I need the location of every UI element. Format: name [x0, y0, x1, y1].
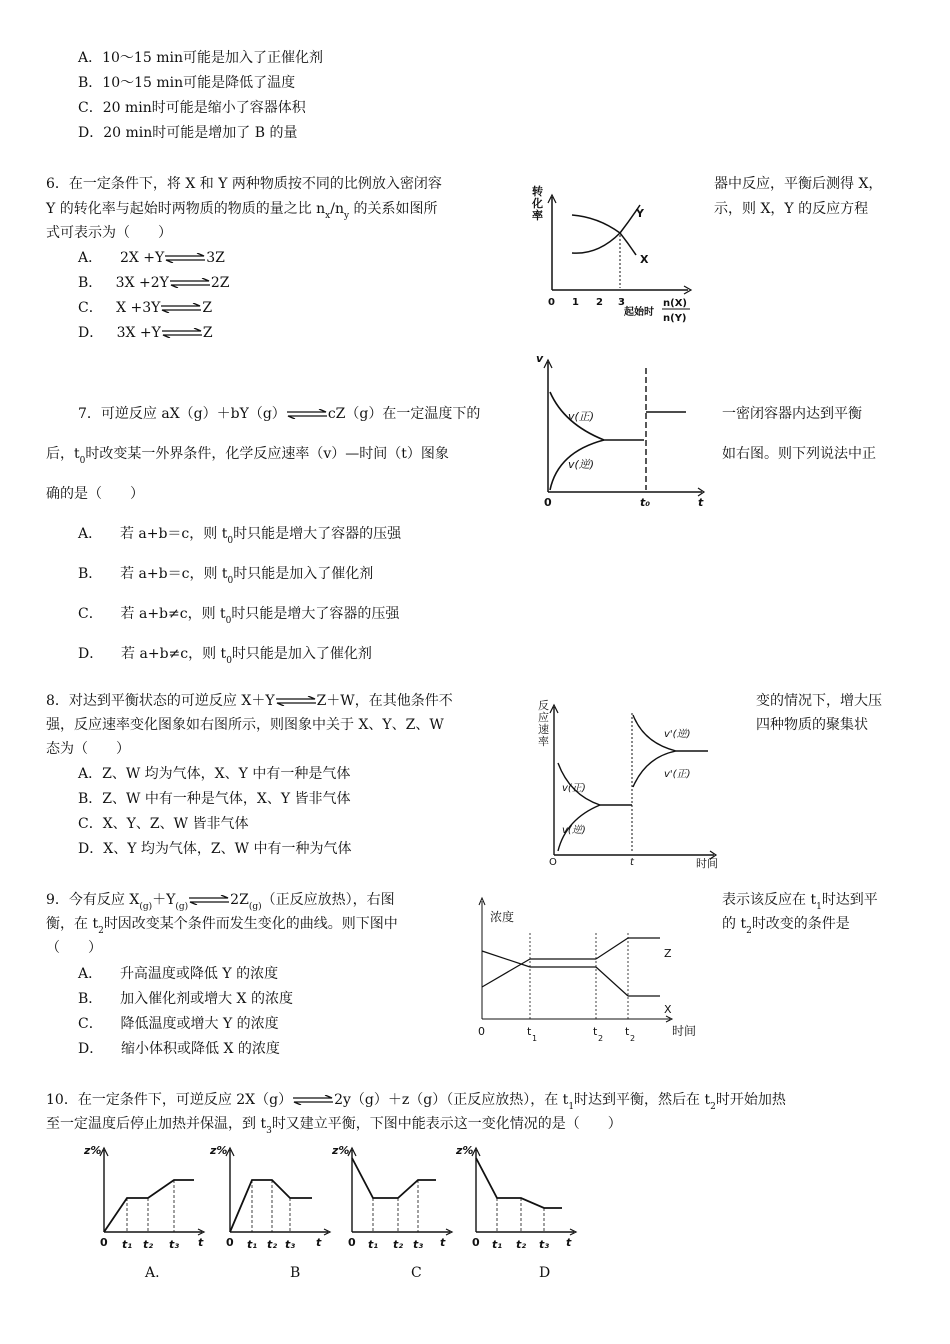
q9-t3-label: t: [625, 1025, 630, 1038]
q5-option-b: B．10～15 min可能是降低了温度: [78, 75, 296, 91]
q6-tick-3: 3: [618, 297, 625, 308]
q10-stem-line2: 至一定温度后停止加热并保温，到 $t_3$时又建立平衡，下图中能表示这一变化情况的是（ ）: [46, 1116, 622, 1136]
q6-tick-2: 2: [596, 297, 603, 308]
q10c-ylabel: z%: [332, 1144, 350, 1157]
q7-option-a: A． 若 a+b＝c，则 $t_0$时只能是增大了容器的压强: [78, 526, 402, 546]
q10-graph-b: [208, 1140, 338, 1255]
q6-ylabel-2: 化: [532, 197, 543, 210]
q6-xlabel-num: n(X): [663, 298, 687, 309]
q10d-origin: 0: [472, 1236, 480, 1249]
q10d-t3: t₃: [539, 1238, 550, 1251]
q8-rate-time-graph: [536, 695, 736, 870]
q8-ylabel-4: 率: [538, 735, 549, 748]
q6-xlabel-pre: 起始时: [624, 307, 654, 318]
q6-stem-line1-right: 器中反应，平衡后测得 X，: [714, 176, 883, 192]
q9-stem-line2-right: 的 $t_2$时改变的条件是: [722, 916, 850, 936]
q9-curve-z-label: Z: [664, 947, 672, 960]
q9-option-c: C． 降低温度或增大 Y 的浓度: [78, 1016, 279, 1032]
q8-stem-line1: 8．对达到平衡状态的可逆反应 X＋Y Z＋W，在其他条件不: [46, 693, 453, 709]
q10c-t1: t₁: [368, 1238, 379, 1251]
q7-stem-line2-right: 如右图。则下列说法中正: [722, 446, 876, 462]
q9-concentration-graph: [474, 895, 714, 1050]
q8-stem-line1-right: 变的情况下，增大压: [756, 693, 882, 709]
q8-ylabel-2: 应: [538, 711, 549, 724]
q9-stem-line2: 衡，在 $t_2$时因改变某个条件而发生变化的曲线。则下图中: [46, 916, 398, 936]
q10b-origin: 0: [226, 1236, 234, 1249]
q7-xlabel: t: [698, 496, 704, 509]
q9-option-a: A． 升高温度或降低 Y 的浓度: [78, 966, 279, 982]
q7-origin: 0: [544, 496, 552, 509]
equilibrium-arrow-icon: [275, 696, 317, 706]
equilibrium-arrow-icon: [286, 409, 328, 419]
q8-ylabel-1: 反: [538, 699, 549, 712]
q10-graph-c: [330, 1140, 460, 1255]
q6-option-d: D． 3X +Y Z: [78, 325, 213, 341]
q10a-ylabel: z%: [84, 1144, 102, 1157]
q6-ylabel-1: 转: [532, 185, 543, 198]
q10-stem-line1: 10．在一定条件下，可逆反应 2X（g） 2y（g）＋z（g）（正反应放热），在 $t_1$时达到平衡，然后在 $t_2$时开始加热: [46, 1092, 786, 1112]
q8-ylabel-3: 速: [538, 723, 549, 736]
q10b-ylabel: z%: [210, 1144, 228, 1157]
q10d-xlabel: t: [566, 1236, 572, 1249]
q6-option-a: A． 2X +Y 3Z: [78, 250, 225, 266]
q6-stem-line1: 6．在一定条件下，将 X 和 Y 两种物质按不同的比例放入密闭容: [46, 176, 442, 192]
q10-graph-d: [454, 1140, 584, 1255]
q9-t3-sub: 2: [630, 1034, 636, 1043]
q6-xlabel-den: n(Y): [663, 313, 687, 324]
q6-stem-line2-right: 示，则 X，Y 的反应方程: [714, 201, 869, 217]
q5-option-d: D．20 min时可能是增加了 B 的量: [78, 125, 298, 141]
q8-stem-line2: 强，反应速率变化图象如右图所示，则图象中关于 X、Y、Z、W: [46, 717, 444, 733]
q9-stem-line3: （ ）: [46, 940, 102, 956]
q7-stem-line3: 确的是（ ）: [46, 486, 144, 502]
q8-forward-rate-label: v(正): [562, 783, 586, 794]
q10a-t1: t₁: [122, 1238, 133, 1251]
q10-caption-b: B: [290, 1265, 301, 1281]
q8-t-label: t: [630, 857, 634, 868]
equilibrium-arrow-icon: [160, 303, 202, 313]
q7-stem-line1: 7．可逆反应 aX（g）＋bY（g） cZ（g）在一定温度下的: [78, 406, 481, 422]
q10b-t2: t₂: [267, 1238, 278, 1251]
q7-stem-line2: 后，$t_0$时改变某一外界条件，化学反应速率（v）—时间（t）图象: [46, 446, 449, 466]
q10d-t2: t₂: [516, 1238, 527, 1251]
q9-option-b: B． 加入催化剂或增大 X 的浓度: [78, 991, 293, 1007]
q6-conversion-graph: [528, 175, 708, 325]
q9-curve-x-label: X: [664, 1003, 672, 1016]
q10a-t3: t₃: [169, 1238, 180, 1251]
q7-t0-label: t₀: [640, 496, 651, 509]
q6-curve-x-label: X: [640, 253, 649, 266]
q10a-origin: 0: [100, 1236, 108, 1249]
q7-reverse-rate-label: v(逆): [568, 458, 595, 471]
q9-stem-line1: 9．今有反应 $X_{(g)}+Y_{(g)}$ $2Z_{(g)}$（正反应放热），右图: [46, 892, 395, 912]
q10c-origin: 0: [348, 1236, 356, 1249]
q6-stem-line2: Y 的转化率与起始时两物质的物质的量之比 $n_x/n_y$ 的关系如图所: [46, 201, 438, 221]
q9-stem-line1-right: 表示该反应在 $t_1$时达到平: [722, 892, 878, 912]
q10b-t1: t₁: [247, 1238, 258, 1251]
equilibrium-arrow-icon: [161, 328, 203, 338]
q10c-t3: t₃: [413, 1238, 424, 1251]
q10d-ylabel: z%: [456, 1144, 474, 1157]
q6-ylabel-3: 率: [532, 209, 543, 222]
q8-option-c: C．X、Y、Z、W 皆非气体: [78, 816, 249, 832]
q8-option-b: B．Z、W 中有一种是气体，X、Y 皆非气体: [78, 791, 351, 807]
q7-forward-rate-label: v(正): [568, 410, 595, 423]
q8-stem-line3: 态为（ ）: [46, 741, 130, 757]
q10b-t3: t₃: [285, 1238, 296, 1251]
q10a-xlabel: t: [198, 1236, 204, 1249]
q7-stem-line1-right: 一密闭容器内达到平衡: [722, 406, 862, 422]
q7-option-c: C． 若 a+b≠c，则 $t_0$时只能是增大了容器的压强: [78, 606, 400, 626]
q10-graph-a: [82, 1140, 212, 1255]
q6-tick-0: 0: [548, 297, 555, 308]
q10-caption-c: C: [411, 1265, 422, 1281]
q9-t2-label: t: [593, 1025, 598, 1038]
q7-option-b: B． 若 a+b＝c，则 $t_0$时只能是加入了催化剂: [78, 566, 374, 586]
q10a-t2: t₂: [143, 1238, 154, 1251]
q9-origin: 0: [478, 1025, 485, 1038]
q9-option-d: D． 缩小体积或降低 X 的浓度: [78, 1041, 280, 1057]
q6-option-b: B． 3X +2Y 2Z: [78, 275, 230, 291]
q8-new-reverse-rate-label: v'(逆): [664, 729, 691, 740]
q5-option-c: C．20 min时可能是缩小了容器体积: [78, 100, 306, 116]
q8-option-d: D．X、Y 均为气体，Z、W 中有一种为气体: [78, 841, 352, 857]
equilibrium-arrow-icon: [164, 253, 206, 263]
q6-tick-1: 1: [572, 297, 579, 308]
q10c-xlabel: t: [440, 1236, 446, 1249]
q6-curve-y-label: Y: [636, 207, 644, 220]
q10c-t2: t₂: [393, 1238, 404, 1251]
q6-stem-line3: 式可表示为（ ）: [46, 225, 172, 241]
q9-xlabel: 时间: [672, 1024, 697, 1038]
q10-caption-a: A.: [145, 1265, 160, 1281]
q8-stem-line2-right: 四种物质的聚集状: [756, 717, 868, 733]
q8-origin: O: [549, 857, 557, 868]
q8-new-forward-rate-label: v'(正): [664, 769, 691, 780]
q9-t1-label: t: [527, 1025, 532, 1038]
q8-reverse-rate-label: v(逆): [562, 825, 586, 836]
q8-option-a: A．Z、W 均为气体，X、Y 中有一种是气体: [78, 766, 351, 782]
equilibrium-arrow-icon: [169, 278, 211, 288]
q9-ylabel: 浓度: [490, 910, 515, 924]
q8-xlabel: 时间: [696, 857, 718, 870]
q7-ylabel: v: [536, 352, 544, 365]
q9-t1-sub: 1: [532, 1034, 538, 1043]
q7-rate-time-graph: [534, 352, 714, 514]
q5-option-a: A．10～15 min可能是加入了正催化剂: [78, 50, 323, 66]
q10b-xlabel: t: [316, 1236, 322, 1249]
q10d-t1: t₁: [492, 1238, 503, 1251]
q6-option-c: C． X +3Y Z: [78, 300, 213, 316]
equilibrium-arrow-icon: [292, 1095, 334, 1105]
q9-t2-sub: 2: [598, 1034, 604, 1043]
q10-caption-d: D: [539, 1265, 551, 1281]
equilibrium-arrow-icon: [188, 895, 230, 905]
q7-option-d: D． 若 a+b≠c，则 $t_0$时只能是加入了催化剂: [78, 646, 372, 666]
